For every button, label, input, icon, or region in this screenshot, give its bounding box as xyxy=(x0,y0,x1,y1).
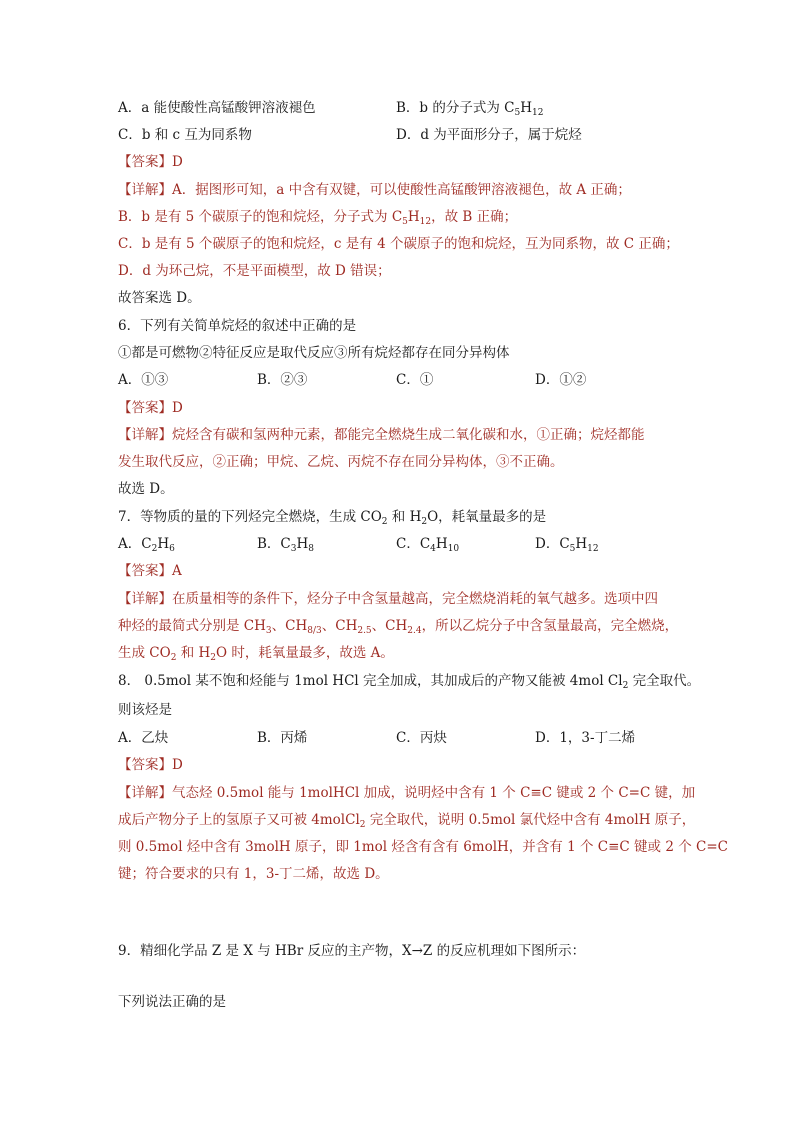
q8-options xyxy=(118,728,678,748)
q5-options-row-1 xyxy=(118,98,678,118)
q8-option-b: B．丙烯 xyxy=(257,730,308,746)
q8-detail-line-2: 成后产物分子上的氢原子又可被 4molCl$_2$ 完全取代，说明 0.5mol 氯代烃中含有 4molH 原子， xyxy=(118,812,696,830)
q7-options xyxy=(118,534,678,554)
q6-stem: 6．下列有关简单烷烃的叙述中正确的是 xyxy=(118,318,357,334)
q8-stem-line-2: 则该烃是 xyxy=(118,702,172,718)
q8-option-d: D．1，3-丁二烯 xyxy=(535,730,636,746)
q5-option-a: A．a 能使酸性高锰酸钾溶液褪色 xyxy=(118,100,316,116)
q5-option-b: B．b 的分子式为 $C_5H_{12}$ xyxy=(396,100,544,118)
q5-detail-line-4: D．d 为环己烷，不是平面模型，故 D 错误； xyxy=(118,263,391,279)
q5-option-d: D．d 为平面形分子，属于烷烃 xyxy=(396,127,582,143)
q8-detail-line-3: 则 0.5mol 烃中含有 3molH 原子，即 1mol 烃含有含有 6molH，并含有 1 个 C≡C 键或 2 个 C=C xyxy=(118,839,728,855)
q5-conclusion: 故答案选 D。 xyxy=(118,290,201,306)
q5-detail-line-1: 【详解】A．据图形可知，a 中含有双键，可以使酸性高锰酸钾溶液褪色，故 A 正确； xyxy=(118,182,631,198)
q6-conclusion: 故选 D。 xyxy=(118,481,174,497)
q6-statements: ①都是可燃物②特征反应是取代反应③所有烷烃都存在同分异构体 xyxy=(118,345,510,361)
q5-detail-line-2: B．b 是有 5 个碳原子的饱和烷烃，分子式为 $C_5H_{12}$，故 B 正确； xyxy=(118,209,518,227)
q8-detail-line-4: 键；符合要求的只有 1，3-丁二烯，故选 D。 xyxy=(118,866,389,882)
q8-stem-line-1: 8． 0.5mol 某不饱和烃能与 1mol HCl 完全加成，其加成后的产物又能被 4mol $Cl_2$ 完全取代。 xyxy=(118,673,701,691)
q7-stem: 7．等物质的量的下列烃完全燃烧，生成 $CO_2$ 和 $H_2O$，耗氧量最多的是 xyxy=(118,509,547,527)
q5-detail-line-3: C．b 是有 5 个碳原子的饱和烷烃，c 是有 4 个碳原子的饱和烷烃，互为同系物，故 C 正确； xyxy=(118,236,679,252)
q6-option-a: A．①③ xyxy=(118,372,169,388)
q6-option-c: C．① xyxy=(396,372,434,388)
q9-followup: 下列说法正确的是 xyxy=(118,994,226,1010)
q6-options xyxy=(118,370,678,390)
q6-detail-line-1: 【详解】烷烃含有碳和氢两种元素，都能完全燃烧生成二氧化碳和水，①正确；烷烃都能 xyxy=(118,427,645,443)
q7-answer: 【答案】A xyxy=(118,563,182,579)
q6-option-b: B．②③ xyxy=(257,372,308,388)
q7-option-b: B．$C_3H_8$ xyxy=(257,536,314,554)
q8-option-a: A．乙炔 xyxy=(118,730,169,746)
q7-detail-line-1: 【详解】在质量相等的条件下，烃分子中含氢量越高，完全燃烧消耗的氧气越多。选项中四 xyxy=(118,591,658,607)
q8-detail-line-1: 【详解】气态烃 0.5mol 能与 1molHCl 加成，说明烃中含有 1 个 C≡C 键或 2 个 C=C 键，加 xyxy=(118,785,696,801)
q8-option-c: C．丙炔 xyxy=(396,730,447,746)
q5-option-c: C．b 和 c 互为同系物 xyxy=(118,127,252,143)
q7-detail-line-3: 生成 $CO_2$ 和 $H_2O$ 时，耗氧量最多，故选 A。 xyxy=(118,645,394,663)
q7-option-d: D．$C_5H_{12}$ xyxy=(535,536,599,554)
q6-detail-line-2: 发生取代反应，②正确；甲烷、乙烷、丙烷不存在同分异构体，③不正确。 xyxy=(118,454,564,470)
q7-option-c: C．$C_4H_{10}$ xyxy=(396,536,460,554)
q7-option-a: A．$C_2H_6$ xyxy=(118,536,175,554)
q6-answer: 【答案】D xyxy=(118,400,183,416)
q6-option-d: D．①② xyxy=(535,372,587,388)
q7-detail-line-2: 种烃的最简式分别是 $CH_3$、$CH_{8/3}$、$CH_{2.5}$、$CH_{2.4}$，所以乙烷分子中含氢量最高，完全燃烧， xyxy=(118,618,679,636)
q5-options-row-2 xyxy=(118,125,678,145)
q8-answer: 【答案】D xyxy=(118,757,183,773)
q5-answer: 【答案】D xyxy=(118,154,183,170)
q9-stem: 9．精细化学品 Z 是 X 与 HBr 反应的主产物，X→Z 的反应机理如下图所示： xyxy=(118,943,586,959)
